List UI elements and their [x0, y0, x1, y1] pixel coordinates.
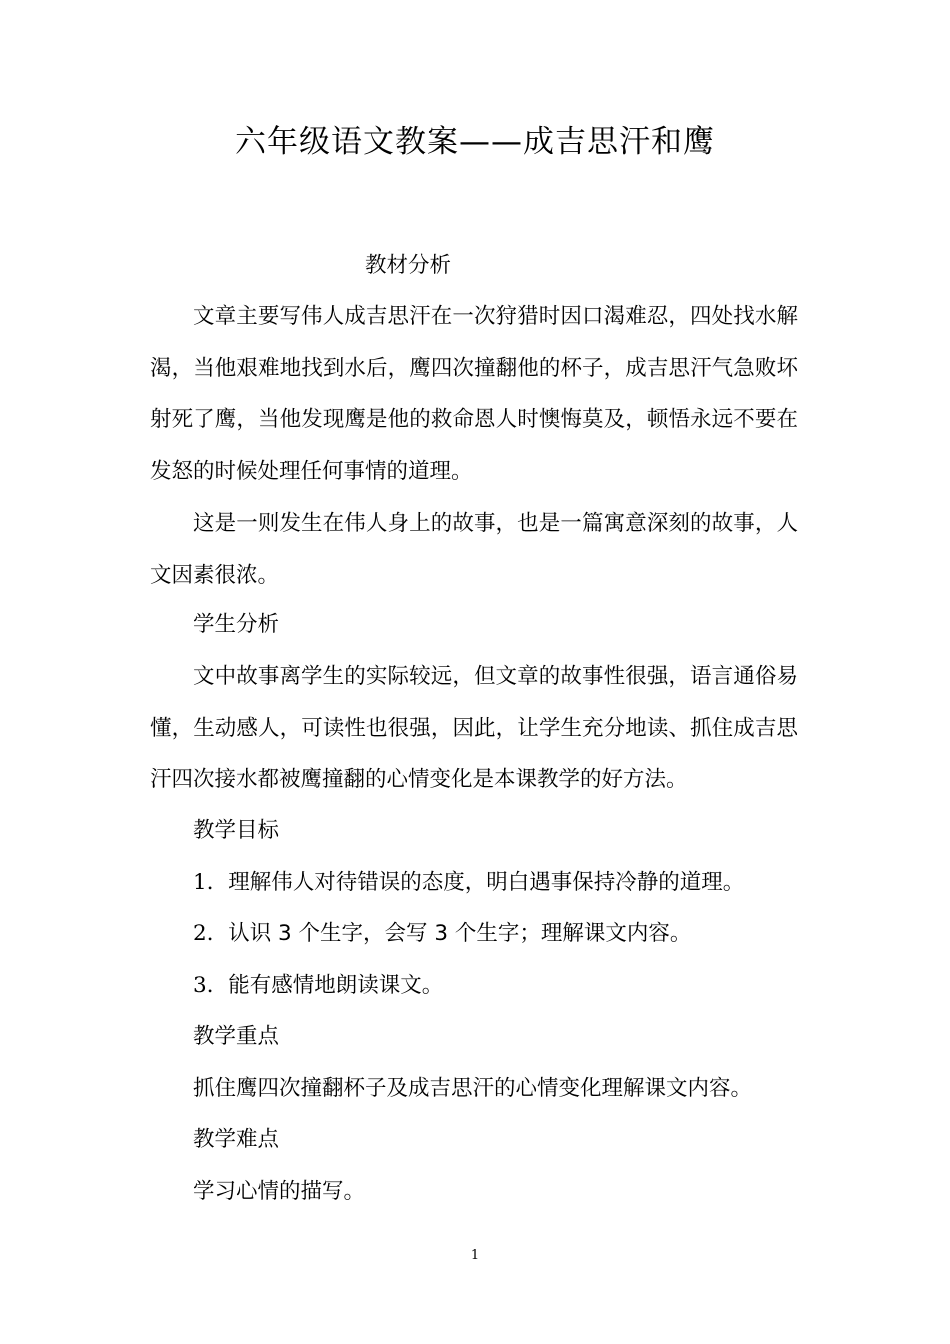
section-heading-difficulty: 教学难点	[193, 1127, 280, 1152]
section-heading-student: 学生分析	[193, 612, 280, 637]
difficulty-text: 学习心情的描写。	[193, 1179, 366, 1204]
goal-number: 3	[193, 973, 207, 998]
section-heading-focus: 教学重点	[193, 1024, 280, 1049]
paragraph-student-analysis: 文中故事离学生的实际较远，但文章的故事性很强，语言通俗易懂，生动感人，可读性也很强，因此，让学生充分地读、抓住成吉思汗四次接水都被鹰撞翻的心情变化是本课教学的好方法。	[150, 664, 798, 792]
paragraph-material-theme: 这是一则发生在伟人身上的故事，也是一篇寓意深刻的故事，人文因素很浓。	[150, 511, 798, 588]
goal-number: 2	[193, 921, 207, 946]
section-heading-material: 教材分析	[365, 253, 452, 278]
section-heading-goals: 教学目标	[193, 818, 280, 843]
goal-item	[193, 867, 744, 899]
goal-text: ．认识 3 个生字，会写 3 个生字；理解课文内容。	[206, 921, 692, 946]
document-title: 六年级语文教案——成吉思汗和鹰	[235, 124, 715, 160]
goal-text: ．理解伟人对待错误的态度，明白遇事保持冷静的道理。	[206, 870, 745, 895]
goal-number: 1	[193, 870, 207, 895]
page-number: 1	[470, 1248, 480, 1263]
goal-text: ．能有感情地朗读课文。	[206, 973, 444, 998]
goal-item	[193, 918, 691, 950]
paragraph-material-summary: 文章主要写伟人成吉思汗在一次狩猎时因口渴难忍，四处找水解渴，当他艰难地找到水后，鹰四次撞翻他的杯子，成吉思汗气急败坏射死了鹰，当他发现鹰是他的救命恩人时懊悔莫及，顿悟永远不要在发怒的时候处理任何事情的道理。	[150, 304, 798, 484]
focus-text: 抓住鹰四次撞翻杯子及成吉思汗的心情变化理解课文内容。	[193, 1076, 753, 1101]
goal-item	[193, 970, 443, 1002]
